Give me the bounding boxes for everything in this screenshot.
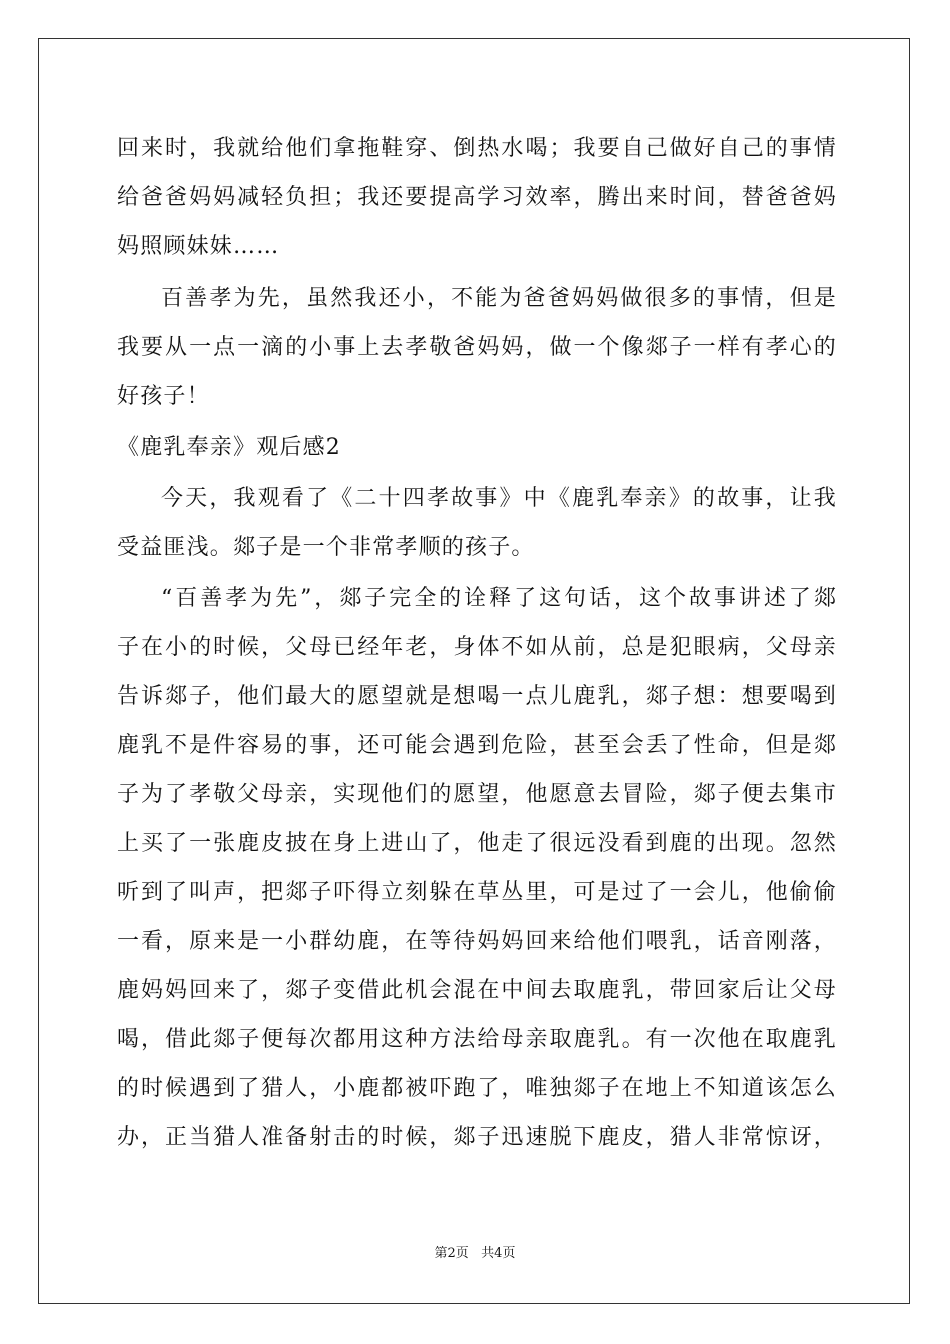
body-line: 告诉郯子，他们最大的愿望就是想喝一点儿鹿乳，郯子想：想要喝到 xyxy=(117,684,837,709)
body-line: 喝，借此郯子便每次都用这种方法给母亲取鹿乳。有一次他在取鹿乳 xyxy=(117,1027,837,1052)
body-line: 受益匪浅。郯子是一个非常孝顺的孩子。 xyxy=(117,535,535,560)
section-heading: 《鹿乳奉亲》观后感2 xyxy=(117,435,341,460)
body-line: 一看，原来是一小群幼鹿，在等待妈妈回来给他们喂乳，话音刚落， xyxy=(117,929,837,954)
page-number: 第2页 共4页 xyxy=(434,1246,516,1261)
body-line: 子为了孝敬父母亲，实现他们的愿望，他愿意去冒险，郯子便去集市 xyxy=(117,782,837,807)
body-line: 好孩子！ xyxy=(117,384,210,409)
body-line: 回来时，我就给他们拿拖鞋穿、倒热水喝；我要自己做好自己的事情 xyxy=(117,136,837,161)
body-line: 办，正当猎人准备射击的时候，郯子迅速脱下鹿皮，猎人非常惊讶， xyxy=(117,1125,837,1150)
body-line: 的时候遇到了猎人，小鹿都被吓跑了，唯独郯子在地上不知道该怎么 xyxy=(117,1076,837,1101)
body-line: 妈照顾妹妹…… xyxy=(117,234,280,259)
paragraph-first-line: 百善孝为先，虽然我还小，不能为爸爸妈妈做很多的事情，但是 xyxy=(161,286,837,311)
body-line: 鹿妈妈回来了，郯子变借此机会混在中间去取鹿乳，带回家后让父母 xyxy=(117,978,837,1003)
body-line: 我要从一点一滴的小事上去孝敬爸妈妈，做一个像郯子一样有孝心的 xyxy=(117,335,837,360)
body-line: 听到了叫声，把郯子吓得立刻躲在草丛里，可是过了一会儿，他偷偷 xyxy=(117,880,837,905)
page-border xyxy=(38,38,910,1304)
body-line: 上买了一张鹿皮披在身上进山了，他走了很远没看到鹿的出现。忽然 xyxy=(117,831,837,856)
body-line: 给爸爸妈妈减轻负担；我还要提高学习效率，腾出来时间，替爸爸妈 xyxy=(117,185,837,210)
body-line: 子在小的时候，父母已经年老，身体不如从前，总是犯眼病，父母亲 xyxy=(117,635,837,660)
paragraph-first-line: 今天，我观看了《二十四孝故事》中《鹿乳奉亲》的故事，让我 xyxy=(161,486,837,511)
body-line: 鹿乳不是件容易的事，还可能会遇到危险，甚至会丢了性命，但是郯 xyxy=(117,733,837,758)
paragraph-first-line: “百善孝为先”，郯子完全的诠释了这句话，这个故事讲述了郯 xyxy=(161,586,837,611)
